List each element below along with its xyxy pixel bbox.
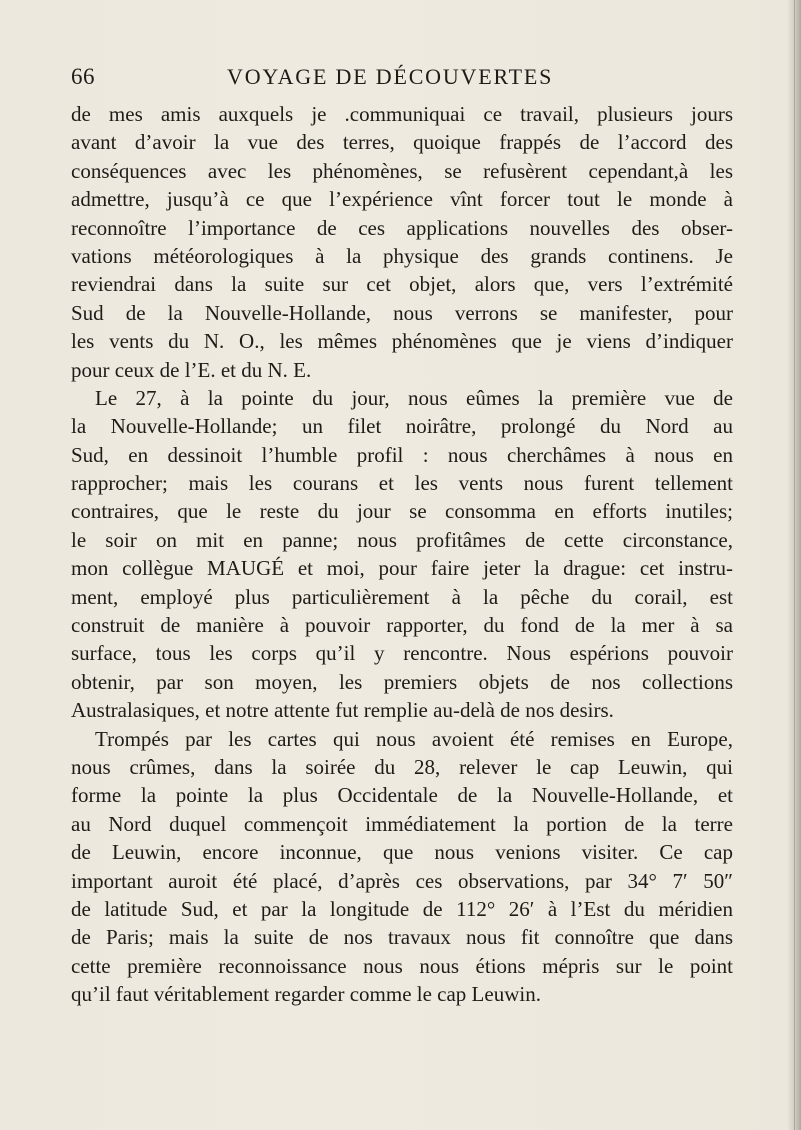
text-line: les vents du N. O., les mêmes phénomènes que je viens d’indiquer [71,329,733,354]
running-title: VOYAGE DE DÉCOUVERTES [227,64,554,89]
text-line: de mes amis auxquels je .communiquai ce travail, plusieurs jours [71,102,733,126]
text-line: cette première reconnoissance nous nous étions mépris sur le point [71,953,733,978]
text-line: Sud, en dessinoit l’humble profil : nous cherchâmes à nous en [71,442,733,467]
text-line: de Paris; mais la suite de nos travaux nous fit connoître que dans [71,925,733,950]
text-line: rapprocher; mais les courans et les vents nous furent tellement [71,471,733,496]
text-line: au Nord duquel commençoit immédiatement la portion de la terre [71,811,733,836]
text-line: mon collègue MAUGÉ et moi, pour faire jeter la drague: cet instru- [71,556,733,581]
text-line: la Nouvelle-Hollande; un filet noirâtre, prolongé du Nord au [71,414,733,439]
text-line: admettre, jusqu’à ce que l’expérience vînt forcer tout le monde à [71,187,733,212]
text-line: contraires, que le reste du jour se consomma en efforts inutiles; [71,499,733,524]
text-line: important auroit été placé, d’après ces observations, par 34° 7′ 50″ [71,868,733,893]
page-edge-line [794,0,795,1130]
text-line: forme la pointe la plus Occidentale de la Nouvelle-Hollande, et [71,783,733,808]
text-line: qu’il faut véritablement regarder comme le cap Leuwin. [71,982,541,1007]
text-line: avant d’avoir la vue des terres, quoique frappés de l’accord des [71,130,733,155]
page-number: 66 [71,64,95,89]
text-line: vations météorologiques à la physique des grands continens. Je [71,243,733,268]
text-line: conséquences avec les phénomènes, se refusèrent cependant,à les [71,158,733,183]
text-line: Trompés par les cartes qui nous avoient été remises en Europe, [95,726,733,751]
text-line: le soir on mit en panne; nous profitâmes de cette circonstance, [71,527,733,552]
text-line: reviendrai dans la suite sur cet objet, alors que, vers l’extrémité [71,272,733,297]
text-line: Le 27, à la pointe du jour, nous eûmes la première vue de [95,385,733,410]
text-line: Australasiques, et notre attente fut remplie au-delà de nos desirs. [71,698,614,723]
text-line: nous crûmes, dans la soirée du 28, relever le cap Leuwin, qui [71,754,733,779]
page-header [0,64,801,98]
text-line: Sud de la Nouvelle-Hollande, nous verrons se manifester, pour [71,300,733,325]
text-line: de Leuwin, encore inconnue, que nous venions visiter. Ce cap [71,840,733,865]
text-line: obtenir, par son moyen, les premiers objets de nos collections [71,669,733,694]
text-line: pour ceux de l’E. et du N. E. [71,357,312,382]
body-text [71,100,733,1009]
text-line: surface, tous les corps qu’il y rencontre. Nous espérions pouvoir [71,641,733,666]
text-line: construit de manière à pouvoir rapporter, du fond de la mer à sa [71,613,733,638]
text-line: ment, employé plus particulièrement à la pêche du corail, est [71,584,733,609]
text-line: reconnoître l’importance de ces applications nouvelles des obser- [71,215,733,240]
text-line: de latitude Sud, et par la longitude de 112° 26′ à l’Est du méridien [71,896,733,921]
